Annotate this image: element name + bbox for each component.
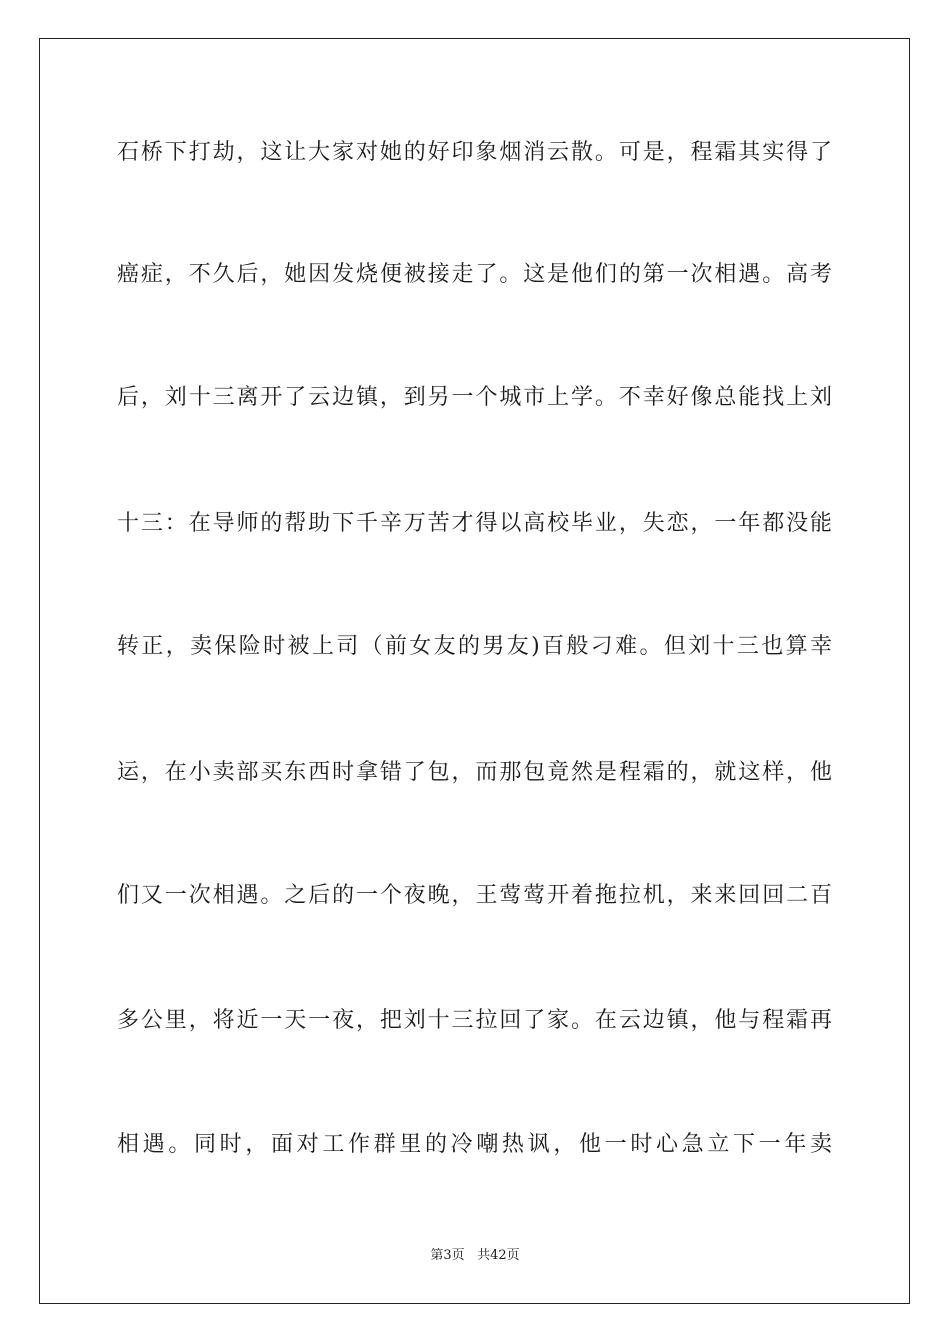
text-line: 癌症，不久后，她因发烧便被接走了。这是他们的第一次相遇。高考 bbox=[117, 262, 833, 287]
text-line: 十三：在导师的帮助下千辛万苦才得以高校毕业，失恋，一年都没能 bbox=[117, 511, 833, 536]
text-line: 多公里，将近一天一夜，把刘十三拉回了家。在云边镇，他与程霜再 bbox=[117, 1008, 833, 1033]
text-line: 们又一次相遇。之后的一个夜晚，王莺莺开着拖拉机，来来回回二百 bbox=[117, 883, 833, 908]
page-footer bbox=[0, 1247, 950, 1265]
text-line: 运，在小卖部买东西时拿错了包，而那包竟然是程霜的，就这样，他 bbox=[117, 760, 833, 785]
page-border bbox=[39, 38, 910, 1304]
text-line: 相遇。同时，面对工作群里的冷嘲热讽，他一时心急立下一年卖 bbox=[117, 1132, 833, 1157]
text-line: 后，刘十三离开了云边镇，到另一个城市上学。不幸好像总能找上刘 bbox=[117, 385, 833, 410]
total-pages: 共42页 bbox=[477, 1248, 520, 1263]
page-number: 第3页 bbox=[430, 1248, 465, 1263]
text-line: 石桥下打劫，这让大家对她的好印象烟消云散。可是，程霜其实得了 bbox=[117, 140, 833, 165]
text-line: 转正，卖保险时被上司（前女友的男友)百般刁难。但刘十三也算幸 bbox=[117, 634, 833, 659]
